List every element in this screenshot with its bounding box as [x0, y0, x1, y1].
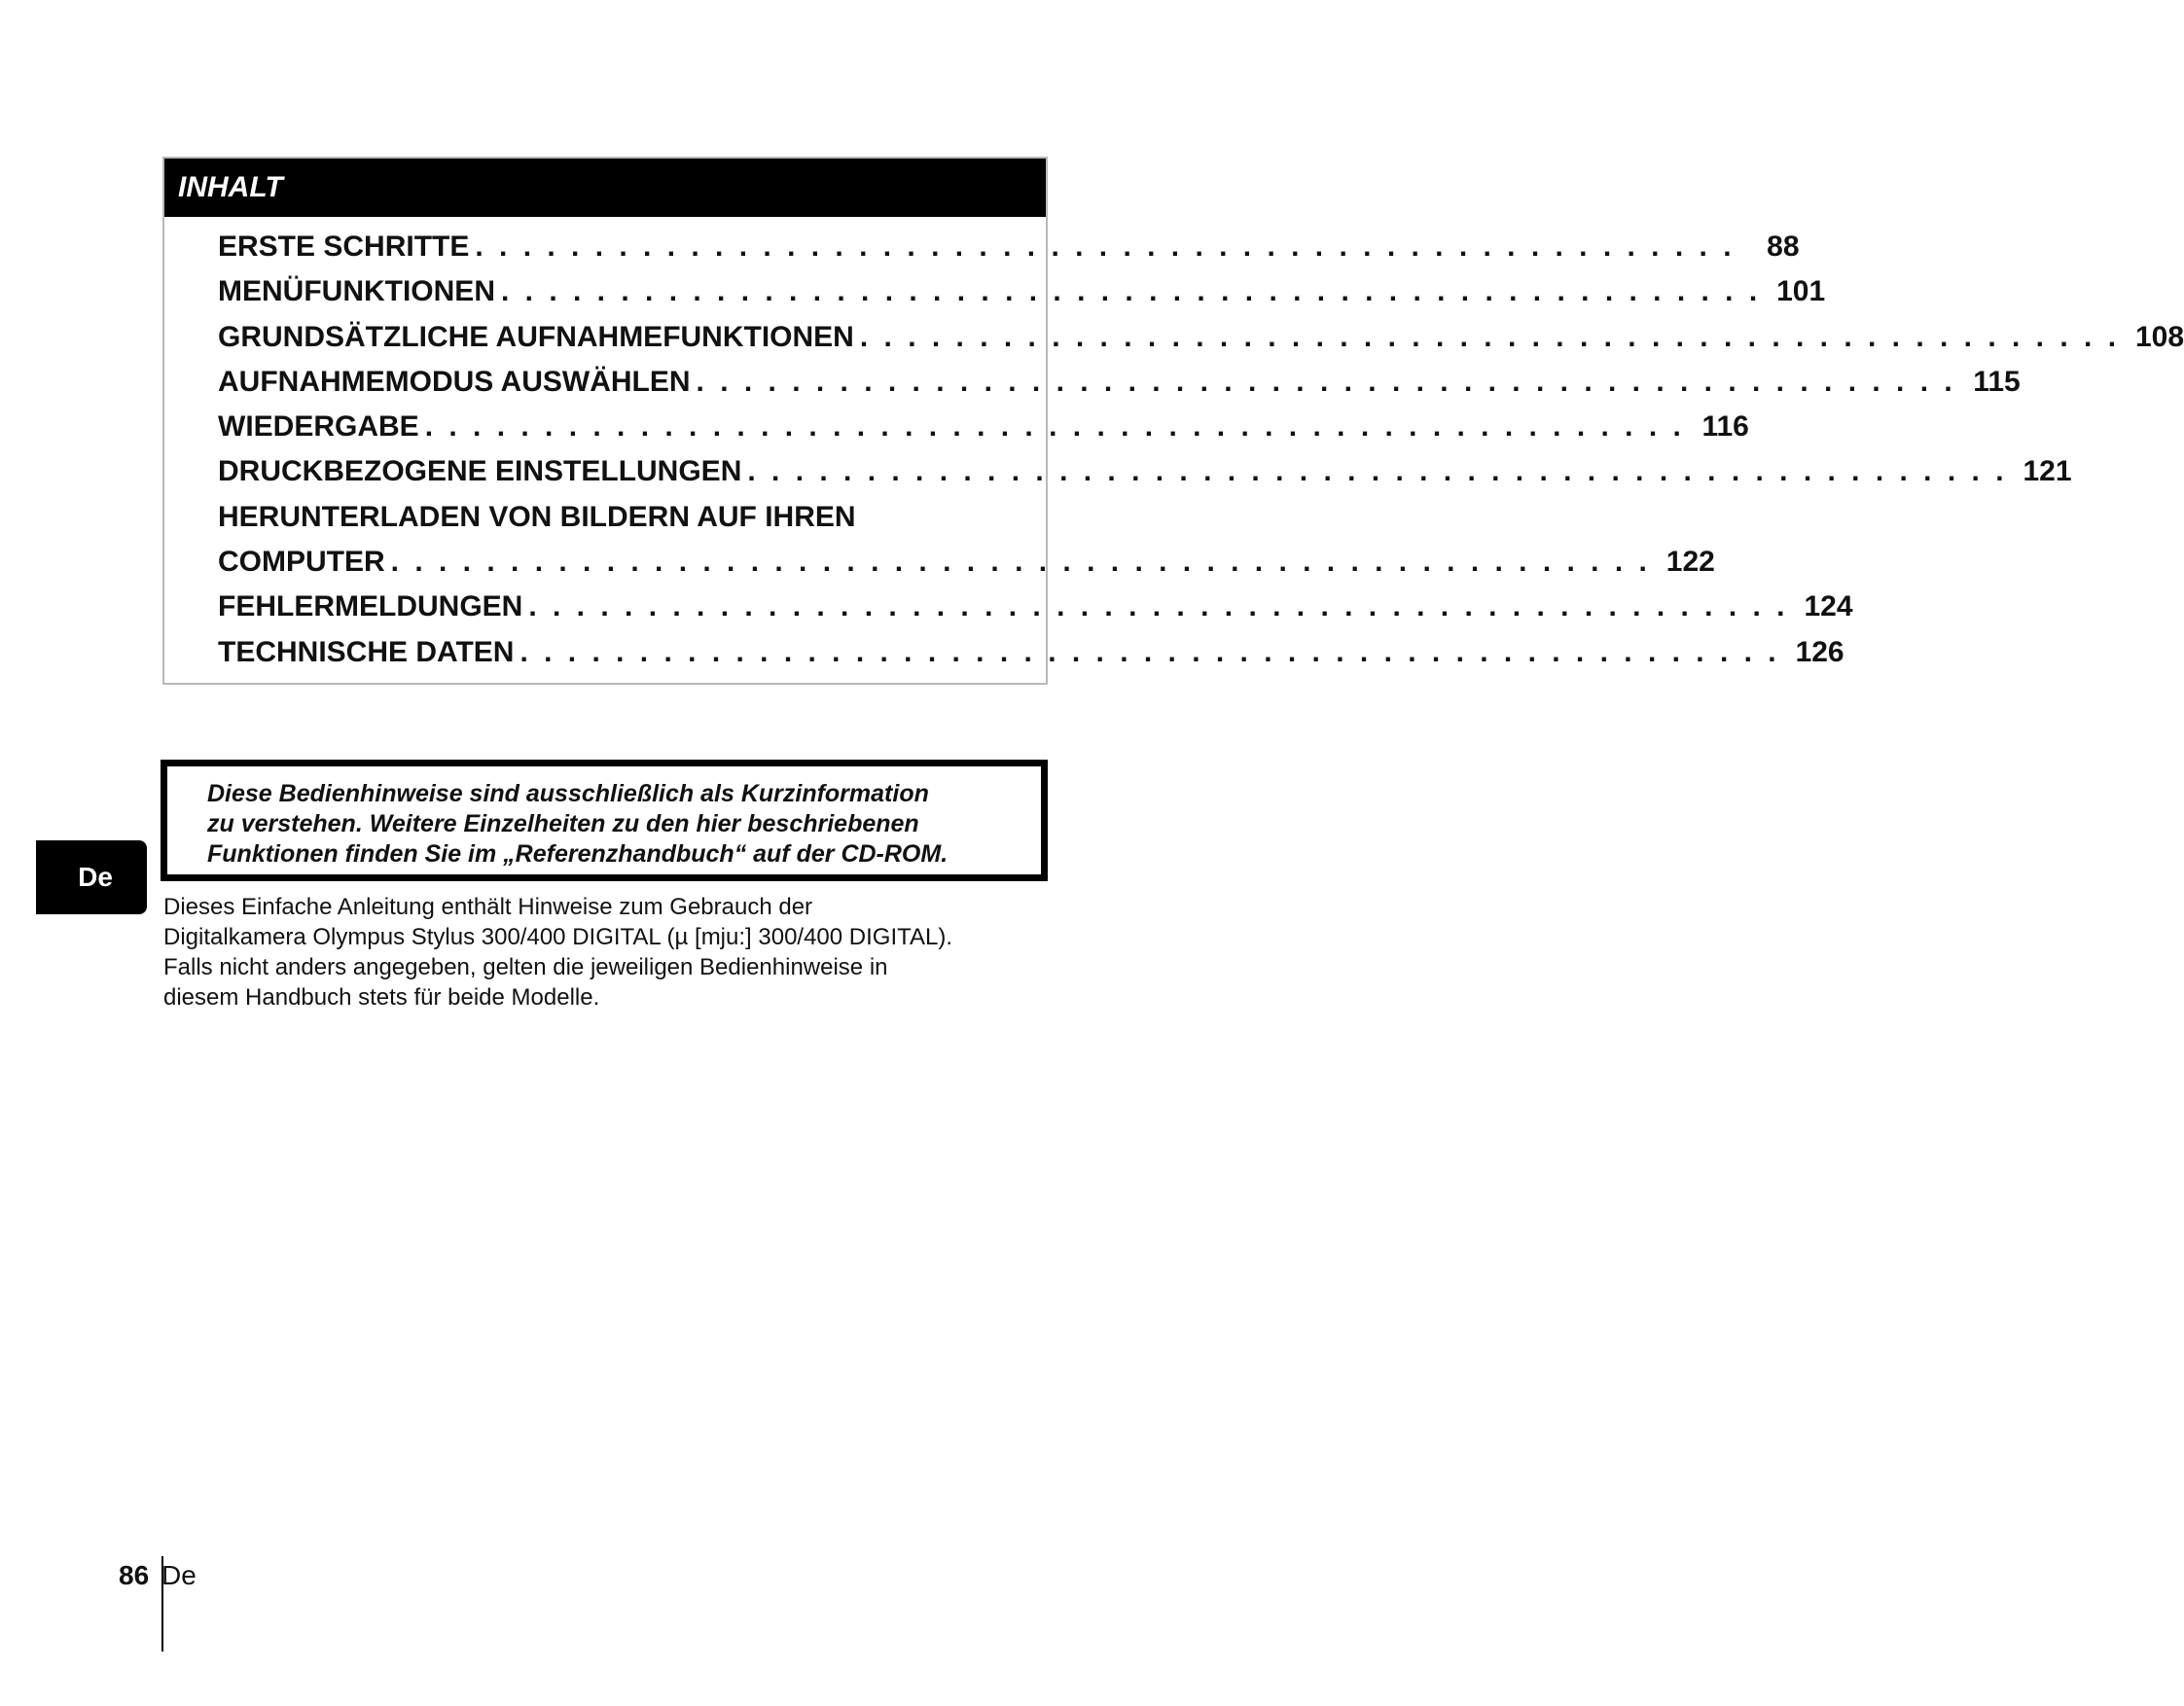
intro-line: diesem Handbuch stets für beide Modelle. [163, 984, 600, 1011]
intro-paragraph [163, 892, 1068, 1013]
toc-leader-dots: . . . . . . . . . . . . . . . . . . . . . . . . . . . . . . . . . . . . . . . . . . . . . . . . . . . . . [424, 410, 1685, 444]
toc-entry-title: MENÜFUNKTIONEN [218, 275, 495, 308]
table-of-contents [162, 157, 2184, 685]
toc-entry [218, 546, 1715, 590]
toc-leader-dots: . . . . . . . . . . . . . . . . . . . . . . . . . . . . . . . . . . . . . . . . . . . . . . . . . . . . . [696, 365, 1956, 398]
toc-leader-dots: . . . . . . . . . . . . . . . . . . . . . . . . . . . . . . . . . . . . . . . . . . . . . . . . . . . . . [528, 590, 1789, 623]
toc-entry-page: 124 [1804, 590, 1853, 623]
toc-entry [218, 231, 1800, 275]
toc-leader-dots: . . . . . . . . . . . . . . . . . . . . . . . . . . . . . . . . . . . . . . . . . . . . . . . . . . . . . [501, 275, 1762, 308]
intro-line: Dieses Einfache Anleitung enthält Hinweise zum Gebrauch der [163, 894, 813, 920]
toc-entry [218, 320, 2184, 366]
toc-entry-page: 121 [2023, 455, 2072, 488]
toc-entry [218, 365, 2021, 410]
toc-entry [218, 501, 1012, 546]
toc-entry-title: GRUNDSÄTZLICHE AUFNAHMEFUNKTIONEN [218, 320, 854, 353]
toc-entry-title: HERUNTERLADEN VON BILDERN AUF IHREN [218, 500, 856, 533]
note-line: Funktionen finden Sie im „Referenzhandbuch“ auf der CD-ROM. [207, 840, 949, 868]
toc-entry-page: 108 [2134, 320, 2184, 353]
intro-line: Falls nicht anders angegeben, gelten die jeweiligen Bedienhinweise in [163, 954, 888, 980]
toc-entry-page: 115 [1973, 365, 2021, 398]
toc-leader-dots: . . . . . . . . . . . . . . . . . . . . . . . . . . . . . . . . . . . . . . . . . . . . . . . . . . . . . [390, 546, 1651, 579]
toc-entry [218, 635, 1844, 681]
toc-leader-dots: . . . . . . . . . . . . . . . . . . . . . . . . . . . . . . . . . . . . . . . . . . . . . . . . . . . . . [475, 231, 1736, 263]
footer-language: De [161, 1560, 197, 1590]
toc-entry [218, 455, 2072, 500]
toc-list [218, 231, 2184, 681]
toc-leader-dots: . . . . . . . . . . . . . . . . . . . . . . . . . . . . . . . . . . . . . . . . . . . . . . . . . . . . . [747, 455, 2008, 488]
toc-entry-page: 126 [1795, 635, 1844, 668]
toc-entry [218, 590, 1853, 635]
toc-heading: INHALT [164, 159, 1046, 217]
page-number: 86 [119, 1560, 150, 1590]
toc-entry-page: 116 [1701, 410, 1749, 444]
toc-entry-page: 101 [1776, 275, 1826, 308]
intro-line: Digitalkamera Olympus Stylus 300/400 DIGITAL (µ [mju:] 300/400 DIGITAL). [163, 924, 953, 950]
toc-entry-title: AUFNAHMEMODUS AUSWÄHLEN [218, 365, 691, 398]
toc-entry-page: 88 [1767, 231, 1800, 263]
toc-entry [218, 275, 1826, 320]
language-tab: De [36, 840, 147, 914]
reference-note-box [161, 760, 1048, 881]
toc-entry [218, 410, 1749, 455]
toc-leader-dots: . . . . . . . . . . . . . . . . . . . . . . . . . . . . . . . . . . . . . . . . . . . . . . . . . . . . . [859, 320, 2121, 353]
note-line: Diese Bedienhinweise sind ausschließlich als Kurzinformation [207, 780, 929, 807]
toc-leader-dots: . . . . . . . . . . . . . . . . . . . . . . . . . . . . . . . . . . . . . . . . . . . . . . . . . . . . . [519, 635, 1780, 668]
toc-entry-title: TECHNISCHE DATEN [218, 635, 515, 668]
note-line: zu verstehen. Weitere Einzelheiten zu den hier beschriebenen [207, 810, 919, 837]
toc-entry-title: DRUCKBEZOGENE EINSTELLUNGEN [218, 455, 742, 488]
toc-entry-title: WIEDERGABE [218, 410, 419, 444]
toc-entry-page: 122 [1665, 546, 1715, 579]
toc-entry-title: FEHLERMELDUNGEN [218, 590, 523, 623]
toc-entry-title: COMPUTER [218, 546, 385, 579]
toc-entry-title: ERSTE SCHRITTE [218, 231, 470, 263]
